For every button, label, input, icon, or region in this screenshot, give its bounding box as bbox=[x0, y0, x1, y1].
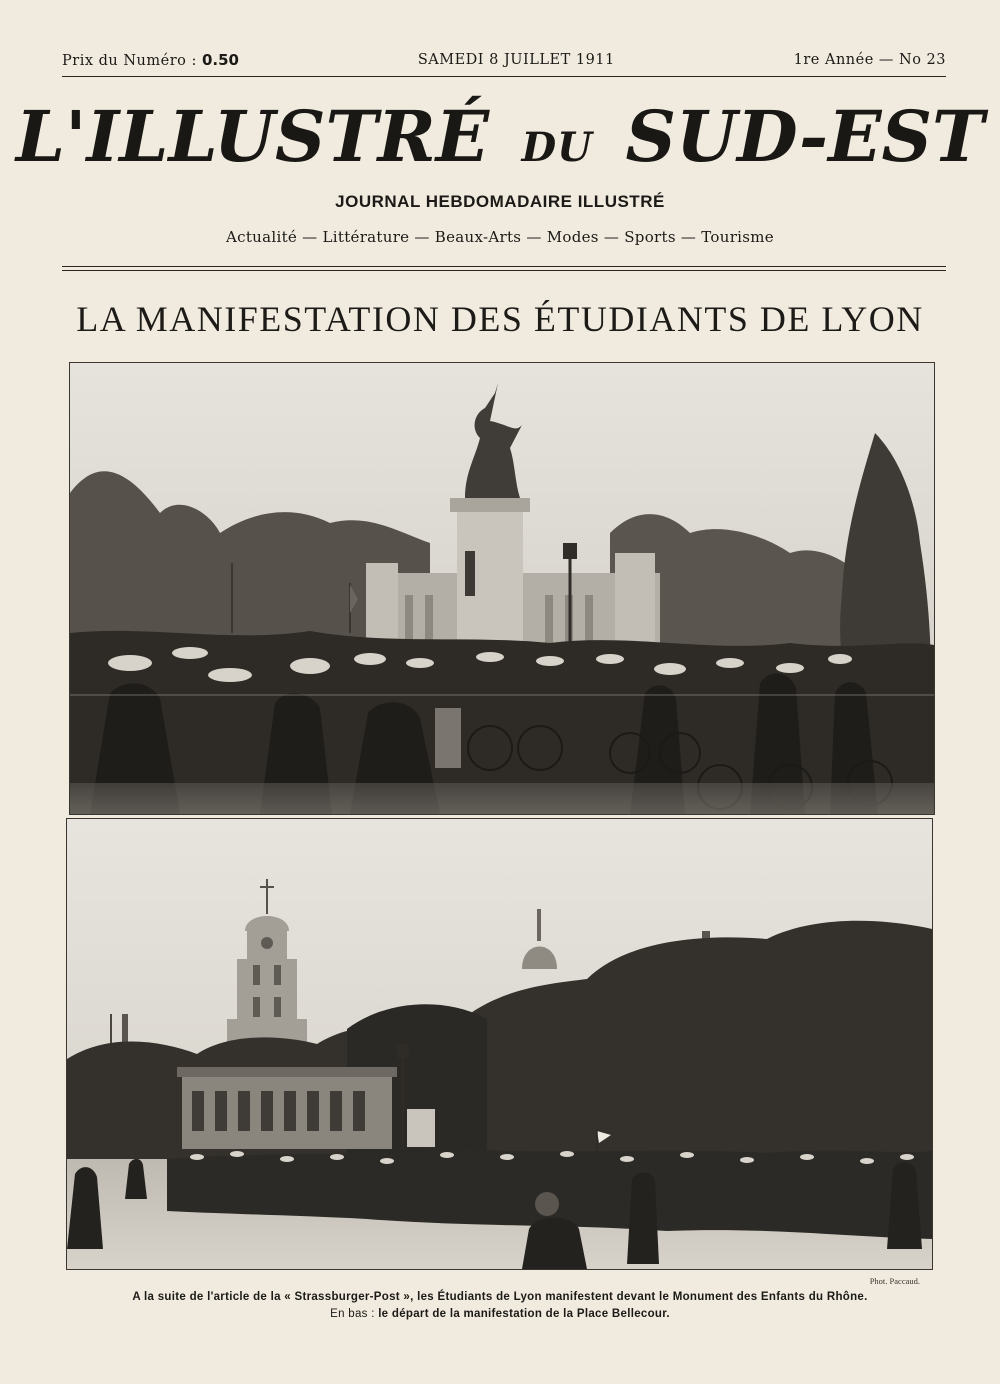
issue-number: 1re Année — No 23 bbox=[793, 52, 946, 68]
article-headline: LA MANIFESTATION DES ÉTUDIANTS DE LYON bbox=[76, 299, 924, 339]
photo-credit: Phot. Paccaud. bbox=[869, 1276, 920, 1286]
caption-line-2-prefix: En bas : bbox=[330, 1308, 375, 1320]
masthead-title-part3: SUD-EST bbox=[625, 95, 985, 178]
caption-line-2-text: le départ de la manifestation de la Place Bellecour. bbox=[378, 1308, 670, 1320]
issue-date: SAMEDI 8 JUILLET 1911 bbox=[417, 52, 615, 68]
divider-rule bbox=[62, 270, 946, 271]
photo-place-bellecour bbox=[66, 818, 933, 1270]
price-value: 0.50 bbox=[201, 51, 239, 69]
price-label: Prix du Numéro : bbox=[62, 53, 197, 69]
photo-monument-crowd bbox=[69, 362, 935, 815]
divider-rule bbox=[62, 266, 946, 267]
masthead-title bbox=[0, 92, 1000, 193]
masthead-title-part2: DU bbox=[521, 124, 594, 171]
header-bar bbox=[62, 48, 946, 77]
masthead-rubrics: Actualité — Littérature — Beaux-Arts — Modes — Sports — Tourisme bbox=[226, 228, 774, 246]
masthead-title-part1: L'ILLUSTRÉ bbox=[15, 95, 490, 178]
masthead-subtitle: JOURNAL HEBDOMADAIRE ILLUSTRÉ bbox=[335, 192, 665, 211]
photo-caption bbox=[0, 1289, 1000, 1323]
price bbox=[62, 51, 239, 69]
caption-line-1: A la suite de l'article de la « Strassburger-Post », les Étudiants de Lyon manifestent devant le Monument des Enfants du Rhône. bbox=[132, 1291, 868, 1303]
caption-line-2 bbox=[0, 1306, 1000, 1323]
